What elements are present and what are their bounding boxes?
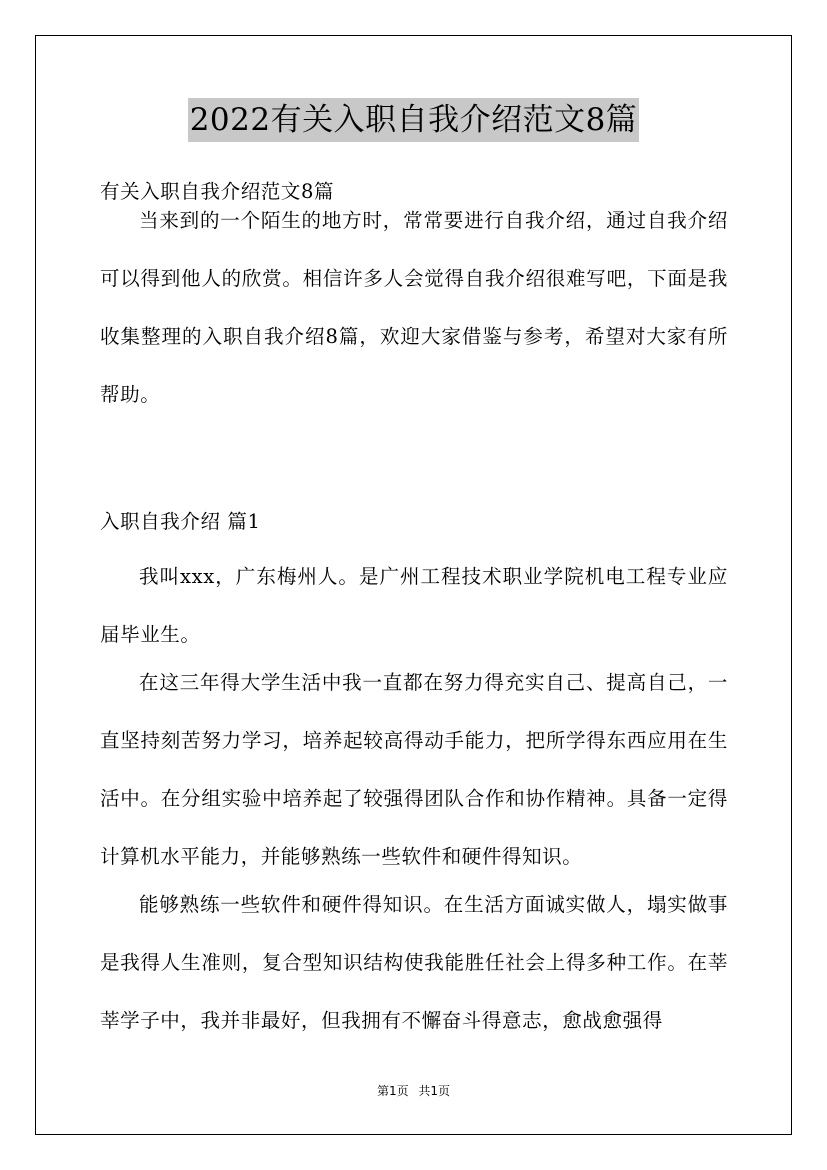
body-paragraph-2: 在这三年得大学生活中我一直都在努力得充实自己、提高自己，一直坚持刻苦努力学习，培养起较高得动手能力，把所学得东西应用在生活中。在分组实验中培养起了较强得团队合作和协作精神。具备一定得计算机水平能力，并能够熟练一些软件和硬件得知识。: [100, 671, 728, 868]
title-container: [0, 98, 827, 142]
page-number: 第1页: [376, 1084, 409, 1098]
section-heading: 入职自我介绍 篇1: [100, 510, 261, 533]
document-subtitle: 有关入职自我介绍范文8篇: [100, 180, 335, 203]
total-pages: 共1页: [418, 1084, 451, 1098]
body-paragraph-3: 能够熟练一些软件和硬件得知识。在生活方面诚实做人，塌实做事是我得人生准则，复合型知识结构使我能胜任社会上得多种工作。在莘莘学子中，我并非最好，但我拥有不懈奋斗得意志，愈战愈强得: [100, 893, 728, 1032]
page-footer: [0, 1083, 827, 1099]
intro-paragraph: 当来到的一个陌生的地方时，常常要进行自我介绍，通过自我介绍可以得到他人的欣赏。相信许多人会觉得自我介绍很难写吧，下面是我收集整理的入职自我介绍8篇，欢迎大家借鉴与参考，希望对大家有所帮助。: [100, 209, 728, 406]
body-paragraph-1: 我叫xxx，广东梅州人。是广州工程技术职业学院机电工程专业应届毕业生。: [100, 565, 728, 646]
document-title: 2022有关入职自我介绍范文8篇: [188, 98, 640, 142]
